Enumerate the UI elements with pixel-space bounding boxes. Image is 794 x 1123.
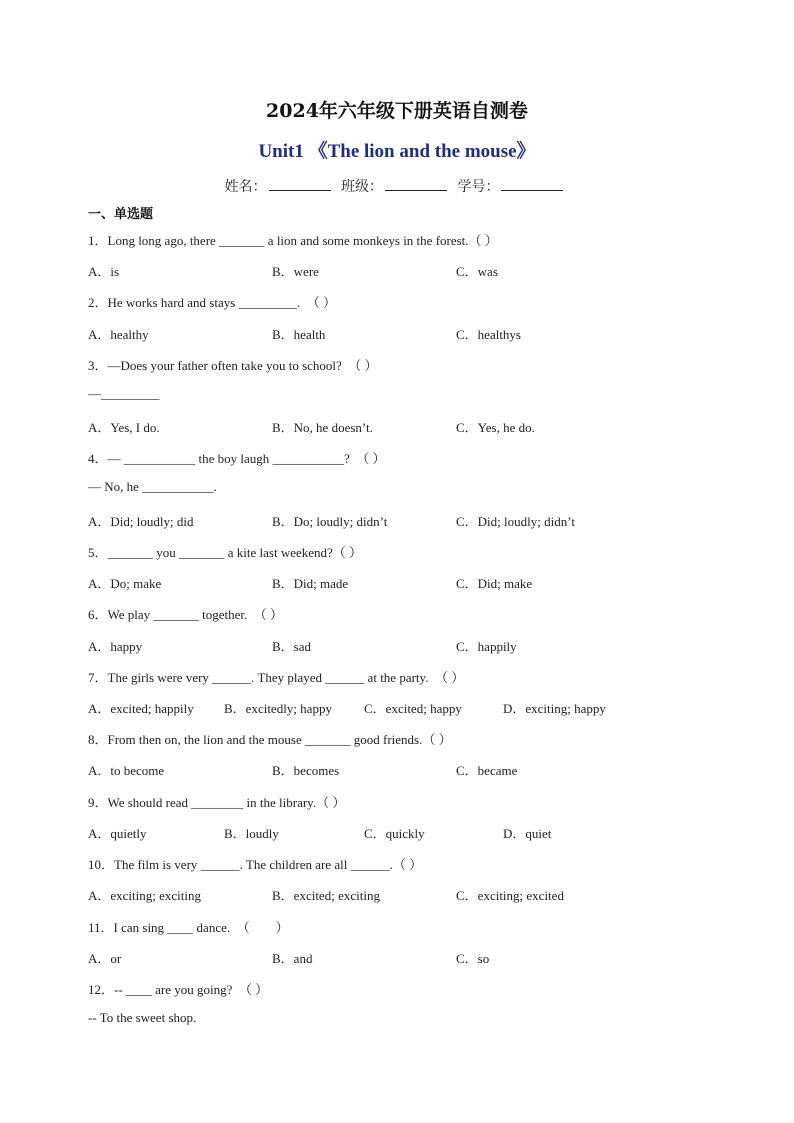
question-stem: 1．Long long ago, there _______ a lion and some monkeys in the forest.（ ） [88, 233, 498, 248]
option[interactable]: A．healthy [88, 327, 149, 342]
option[interactable]: A．to become [88, 763, 165, 778]
option[interactable]: B．sad [272, 639, 312, 654]
question-stem: 7．The girls were very ______. They played ______ at the party. （ ） [88, 670, 465, 685]
question-stem: 11．I can sing ____ dance. （ ） [88, 920, 289, 935]
option[interactable]: D．exciting; happy [503, 701, 606, 716]
option[interactable]: A．Did; loudly; did [88, 514, 194, 529]
option[interactable]: C．Did; loudly; didn’t [456, 514, 575, 529]
option[interactable]: A．exciting; exciting [88, 888, 202, 903]
option[interactable]: B．health [272, 327, 326, 342]
option[interactable]: C．Did; make [456, 576, 533, 591]
option[interactable]: C．happily [456, 639, 517, 654]
option[interactable]: C．excited; happy [364, 701, 462, 716]
option[interactable]: C．exciting; excited [456, 888, 564, 903]
option[interactable]: D．quiet [503, 826, 552, 841]
option[interactable]: B．and [272, 951, 313, 966]
option[interactable]: A．Yes, I do. [88, 420, 160, 435]
question-stem: 6．We play _______ together. （ ） [88, 607, 284, 622]
option[interactable]: C．quickly [364, 826, 425, 841]
question-stem: 3．—Does your father often take you to school? （ ） [88, 358, 378, 373]
option[interactable]: B．becomes [272, 763, 340, 778]
option[interactable]: C．Yes, he do. [456, 420, 535, 435]
option[interactable]: A．Do; make [88, 576, 162, 591]
option[interactable]: A．is [88, 264, 120, 279]
name-blank[interactable] [269, 178, 331, 191]
question-extra: -- To the sweet shop. [88, 1010, 197, 1025]
option[interactable]: B．loudly [224, 826, 279, 841]
question-stem: 2．He works hard and stays _________. （ ） [88, 295, 337, 310]
student-info [0, 176, 794, 196]
question-stem: 9．We should read ________ in the library.（ ） [88, 795, 346, 810]
option[interactable]: B．were [272, 264, 319, 279]
page-title: 2024年六年级下册英语自测卷 [266, 100, 528, 122]
question-stem: 5．_______ you _______ a kite last weekend?（ ） [88, 545, 363, 560]
option[interactable]: A．happy [88, 639, 143, 654]
question-stem: 12．-- ____ are you going? （ ） [88, 982, 269, 997]
id-label: 学号： [457, 179, 500, 195]
question-stem: 10．The film is very ______. The children are all ______.（ ） [88, 857, 423, 872]
name-label: 姓名： [224, 179, 267, 195]
option[interactable]: B．No, he doesn’t. [272, 420, 373, 435]
option[interactable]: C．healthys [456, 327, 521, 342]
option[interactable]: C．was [456, 264, 498, 279]
question-extra: — No, he ___________. [88, 479, 217, 494]
question-stem: 8．From then on, the lion and the mouse _______ good friends.（ ） [88, 732, 452, 747]
option[interactable]: B．Did; made [272, 576, 349, 591]
question-extra: —_________ [88, 386, 160, 401]
option[interactable]: A．quietly [88, 826, 147, 841]
id-blank[interactable] [501, 178, 563, 191]
option[interactable]: B．excited; exciting [272, 888, 380, 903]
class-label: 班级： [341, 179, 383, 195]
option[interactable]: B．excitedly; happy [224, 701, 332, 716]
option[interactable]: C．so [456, 951, 490, 966]
option[interactable]: C．became [456, 763, 518, 778]
option[interactable]: B．Do; loudly; didn’t [272, 514, 388, 529]
option[interactable]: A．or [88, 951, 122, 966]
question-stem: 4．— ___________ the boy laugh ___________? （ ） [88, 451, 386, 466]
section-heading: 一、单选题 [88, 207, 154, 222]
page-subtitle: Unit1 《The lion and the mouse》 [258, 141, 536, 162]
option[interactable]: A．excited; happily [88, 701, 194, 716]
class-blank[interactable] [385, 178, 447, 191]
